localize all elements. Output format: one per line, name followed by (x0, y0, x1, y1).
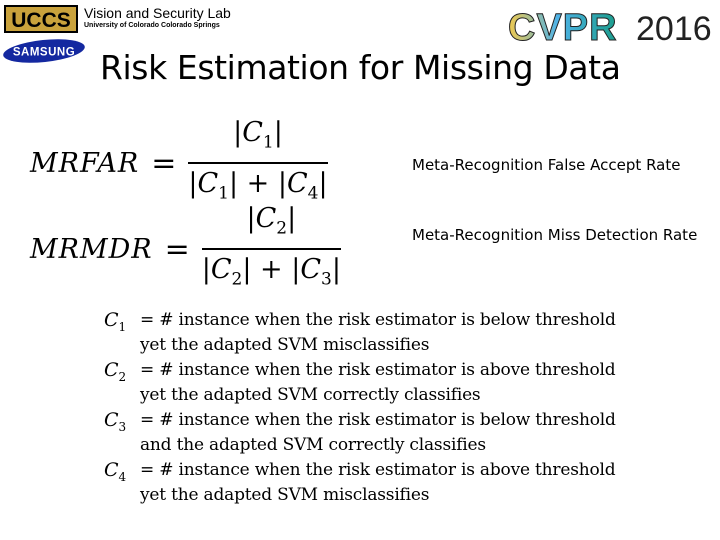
formula-lhs: MRMDR (30, 233, 153, 265)
definition-item (104, 308, 624, 358)
cvpr-year: 2016 (636, 10, 712, 46)
definition-item (104, 458, 624, 508)
definition-text: yet the adapted SVM misclassifies (140, 335, 430, 355)
fraction-numerator: $|C_1|$ (233, 117, 283, 153)
uccs-logo (4, 5, 78, 33)
fraction-numerator: $|C_2|$ (246, 203, 297, 239)
cvpr-logo-text: CVPR (508, 7, 618, 46)
definition-text: yet the adapted SVM correctly classifies (140, 385, 481, 405)
formula-mrmdr (30, 202, 341, 296)
equals-sign: = (151, 145, 177, 181)
definition-item (104, 358, 624, 408)
fraction (188, 116, 327, 210)
lab-branding (84, 5, 231, 30)
definition-symbol: $C_4$ (104, 459, 127, 484)
equals-sign: = (164, 231, 190, 267)
fraction-denominator: $|C_2| + |C_3|$ (201, 253, 341, 290)
fraction-bar (202, 248, 341, 250)
definition-item (104, 408, 624, 458)
cvpr-logo (508, 6, 714, 46)
definition-text: = # instance when the risk estimator is above threshold (140, 460, 616, 480)
formula-description: Meta-Recognition Miss Detection Rate (412, 226, 698, 244)
definition-symbol: $C_3$ (104, 409, 127, 434)
formula-mrfar (30, 116, 328, 210)
definition-symbol: $C_1$ (104, 309, 127, 334)
slide-title: Risk Estimation for Missing Data (100, 48, 621, 87)
definition-text: yet the adapted SVM misclassifies (140, 485, 430, 505)
lab-title: Vision and Security Lab (84, 5, 231, 21)
fraction (202, 202, 341, 296)
fraction-bar (188, 162, 327, 164)
definition-text: = # instance when the risk estimator is below threshold (140, 410, 616, 430)
samsung-logo (2, 38, 86, 64)
lab-subtitle: University of Colorado Colorado Springs (84, 22, 220, 29)
uccs-logo-text: UCCS (11, 9, 71, 32)
definition-symbol: $C_2$ (104, 359, 127, 384)
formula-description: Meta-Recognition False Accept Rate (412, 156, 681, 174)
fraction-denominator: $|C_1| + |C_4|$ (188, 167, 328, 204)
definitions-list (104, 308, 624, 508)
definition-text: = # instance when the risk estimator is below threshold (140, 310, 616, 330)
samsung-logo-text: SAMSUNG (12, 46, 76, 59)
formula-lhs: MRFAR (30, 147, 140, 179)
definition-text: and the adapted SVM correctly classifies (140, 435, 486, 455)
definition-text: = # instance when the risk estimator is above threshold (140, 360, 616, 380)
